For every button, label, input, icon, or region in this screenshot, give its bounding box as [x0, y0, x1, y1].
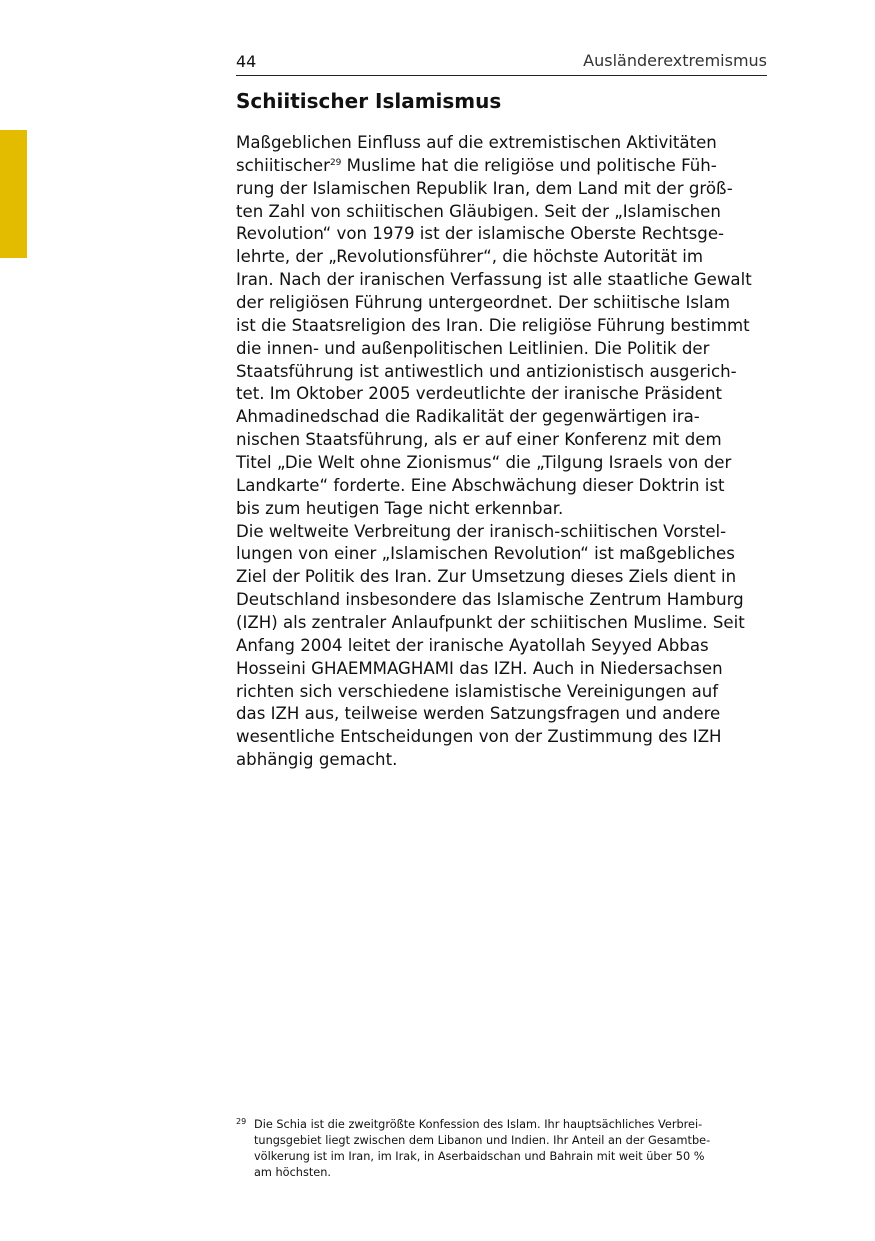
- running-header-title: Ausländerextremismus: [583, 51, 767, 70]
- body-line: abhängig gemacht.: [236, 750, 398, 770]
- body-line: [236, 155, 767, 178]
- body-line: tet. Im Oktober 2005 verdeutlichte der iranische Präsident: [236, 384, 723, 404]
- footnote-line: völkerung ist im Iran, im Irak, in Aserbaidschan und Bahrain mit weit über 50 %: [254, 1150, 705, 1163]
- body-line: (IZH) als zentraler Anlaufpunkt der schiitischen Muslime. Seit: [236, 613, 745, 633]
- body-line: Landkarte“ forderte. Eine Abschwächung dieser Doktrin ist: [236, 475, 725, 495]
- footnote-number: 29: [236, 1117, 247, 1126]
- footnote-line: tungsgebiet liegt zwischen dem Libanon und Indien. Ihr Anteil an der Gesamtbe-: [254, 1134, 711, 1147]
- body-line: Ahmadinedschad die Radikalität der gegenwärtigen ira-: [236, 407, 700, 427]
- body-line: Die weltweite Verbreitung der iranisch-schiitischen Vorstel-: [236, 521, 727, 541]
- body-line: wesentliche Entscheidungen von der Zustimmung des IZH: [236, 727, 722, 747]
- body-line: richten sich verschiedene islamistische Vereinigungen auf: [236, 681, 719, 701]
- body-line: nischen Staatsführung, als er auf einer Konferenz mit dem: [236, 430, 722, 450]
- chapter-tab-marker: [0, 130, 27, 258]
- section-title: Schiitischer Islamismus: [236, 89, 502, 113]
- body-line: die innen- und außenpolitischen Leitlinien. Die Politik der: [236, 338, 710, 358]
- footnote-line: Die Schia ist die zweitgrößte Konfession des Islam. Ihr hauptsächliches Verbrei-: [254, 1118, 703, 1131]
- body-line: Maßgeblichen Einfluss auf die extremistischen Aktivitäten: [236, 133, 717, 152]
- body-line: das IZH aus, teilweise werden Satzungsfragen und andere: [236, 704, 721, 724]
- body-line: ten Zahl von schiitischen Gläubigen. Seit der „Islamischen: [236, 201, 721, 221]
- header-divider: [236, 75, 767, 76]
- body-line: der religiösen Führung untergeordnet. Der schiitische Islam: [236, 293, 730, 313]
- footnote-reference[interactable]: 29: [329, 157, 342, 168]
- body-line: Hosseini GHAEMMAGHAMI das IZH. Auch in Niedersachsen: [236, 658, 723, 678]
- body-line-text: schiitischer: [236, 155, 330, 175]
- body-line: lungen von einer „Islamischen Revolution“ ist maßgebliches: [236, 544, 735, 564]
- body-line: Deutschland insbesondere das Islamische Zentrum Hamburg: [236, 590, 744, 610]
- body-line-text: Muslime hat die religiöse und politische Füh-: [341, 155, 717, 175]
- page-number: 44: [236, 52, 257, 71]
- body-text: [236, 132, 767, 772]
- footnote-line: am höchsten.: [254, 1166, 331, 1179]
- body-line: lehrte, der „Revolutionsführer“, die höchste Autorität im: [236, 247, 704, 267]
- body-line: rung der Islamischen Republik Iran, dem Land mit der größ-: [236, 178, 733, 198]
- footnote-text: [254, 1117, 767, 1181]
- body-line: Staatsführung ist antiwestlich und antizionistisch ausgerich-: [236, 361, 737, 381]
- body-line: Revolution“ von 1979 ist der islamische Oberste Rechtsge-: [236, 224, 725, 244]
- body-line: Titel „Die Welt ohne Zionismus“ die „Tilgung Israels von der: [236, 453, 732, 473]
- body-line: Ziel der Politik des Iran. Zur Umsetzung dieses Ziels dient in: [236, 567, 737, 587]
- body-line: Anfang 2004 leitet der iranische Ayatollah Seyyed Abbas: [236, 635, 709, 655]
- body-line: Iran. Nach der iranischen Verfassung ist alle staatliche Gewalt: [236, 270, 752, 290]
- body-line: bis zum heutigen Tage nicht erkennbar.: [236, 498, 564, 518]
- footnote: [236, 1117, 767, 1181]
- body-line: ist die Staatsreligion des Iran. Die religiöse Führung bestimmt: [236, 315, 750, 335]
